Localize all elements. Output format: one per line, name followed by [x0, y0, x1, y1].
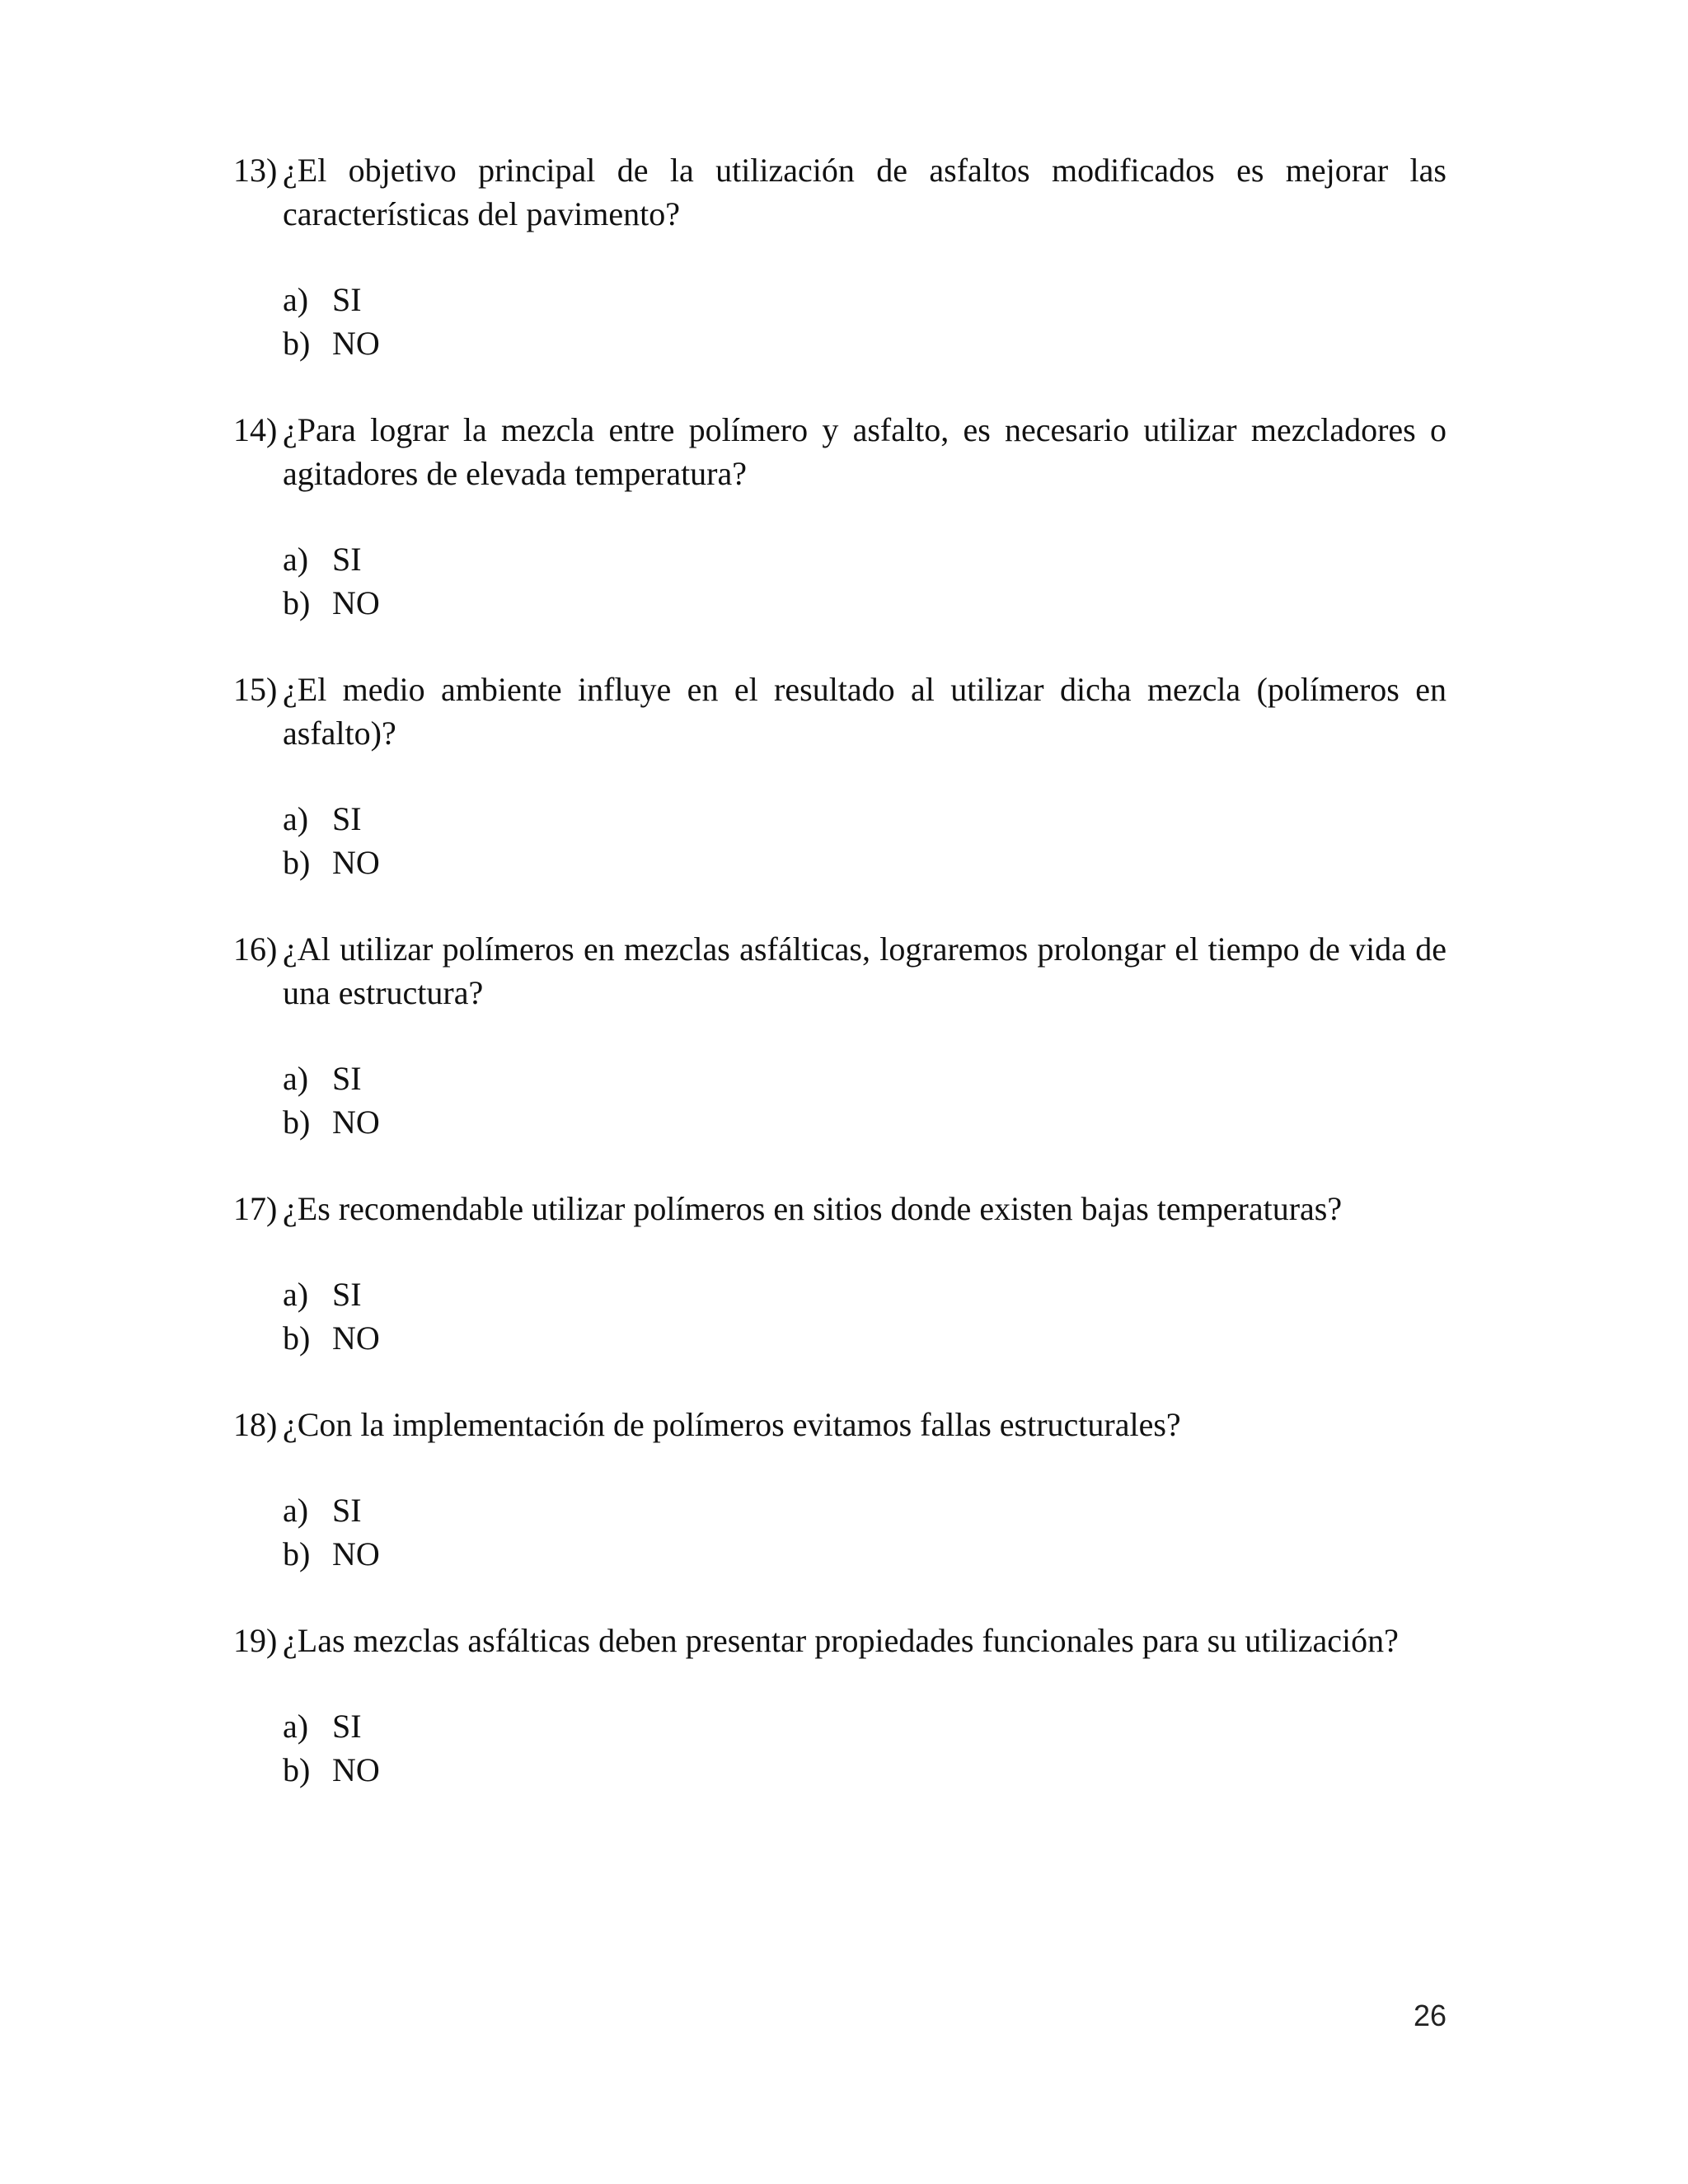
answer-options: [233, 278, 1447, 365]
question-14: [233, 408, 1447, 625]
option-text: SI: [332, 281, 362, 318]
option-b: [283, 841, 1447, 884]
option-a: [283, 797, 1447, 841]
option-letter: b): [283, 584, 311, 621]
question-number: 14): [233, 411, 278, 448]
question-list: [233, 148, 1447, 1835]
answer-options: [233, 1272, 1447, 1360]
option-b: [283, 1100, 1447, 1144]
option-text: SI: [332, 1060, 362, 1097]
option-a: [283, 278, 1447, 321]
option-letter: b): [283, 1751, 311, 1788]
option-letter: b): [283, 325, 311, 362]
question-heading: [233, 408, 1447, 495]
option-letter: b): [283, 1535, 311, 1572]
answer-options: [233, 537, 1447, 625]
option-text: SI: [332, 1276, 362, 1313]
question-text: ¿Las mezclas asfálticas deben presentar propiedades funcionales para su utilización?: [283, 1622, 1399, 1659]
question-13: [233, 148, 1447, 365]
option-text: SI: [332, 1492, 362, 1529]
question-heading: [233, 927, 1447, 1015]
question-text: ¿Al utilizar polímeros en mezclas asfálticas, lograremos prolongar el tiempo de vida de una estructura?: [283, 930, 1447, 1011]
question-19: [233, 1619, 1447, 1792]
option-letter: a): [283, 541, 309, 578]
question-heading: [233, 668, 1447, 755]
option-a: [283, 1704, 1447, 1748]
option-text: NO: [332, 584, 380, 621]
question-15: [233, 668, 1447, 884]
question-number: 16): [233, 930, 278, 968]
question-number: 17): [233, 1190, 278, 1227]
option-a: [283, 1272, 1447, 1316]
option-letter: b): [283, 1319, 311, 1357]
option-letter: b): [283, 844, 311, 881]
option-letter: a): [283, 800, 309, 837]
option-b: [283, 1316, 1447, 1360]
option-text: NO: [332, 844, 380, 881]
question-18: [233, 1403, 1447, 1576]
option-b: [283, 1748, 1447, 1792]
option-letter: a): [283, 1708, 309, 1745]
option-a: [283, 1057, 1447, 1100]
question-number: 18): [233, 1406, 278, 1443]
answer-options: [233, 1488, 1447, 1576]
question-number: 13): [233, 152, 278, 189]
question-heading: [233, 1403, 1447, 1446]
option-letter: b): [283, 1104, 311, 1141]
question-heading: [233, 1187, 1447, 1230]
question-heading: [233, 1619, 1447, 1662]
option-a: [283, 537, 1447, 581]
answer-options: [233, 1057, 1447, 1144]
question-17: [233, 1187, 1447, 1360]
option-text: NO: [332, 1104, 380, 1141]
option-a: [283, 1488, 1447, 1532]
answer-options: [233, 797, 1447, 884]
question-text: ¿El medio ambiente influye en el resultado al utilizar dicha mezcla (polímeros en asfalto)?: [283, 671, 1447, 752]
question-16: [233, 927, 1447, 1144]
question-number: 15): [233, 671, 278, 708]
option-b: [283, 1532, 1447, 1576]
option-text: SI: [332, 1708, 362, 1745]
question-heading: [233, 148, 1447, 236]
answer-options: [233, 1704, 1447, 1792]
option-text: NO: [332, 1319, 380, 1357]
option-text: NO: [332, 1535, 380, 1572]
question-number: 19): [233, 1622, 278, 1659]
option-letter: a): [283, 1060, 309, 1097]
option-text: SI: [332, 800, 362, 837]
option-text: SI: [332, 541, 362, 578]
option-b: [283, 581, 1447, 625]
question-text: ¿El objetivo principal de la utilización de asfaltos modificados es mejorar las características del pavimento?: [283, 152, 1447, 232]
option-letter: a): [283, 1492, 309, 1529]
option-letter: a): [283, 1276, 309, 1313]
question-text: ¿Es recomendable utilizar polímeros en sitios donde existen bajas temperaturas?: [283, 1190, 1343, 1227]
question-text: ¿Con la implementación de polímeros evitamos fallas estructurales?: [283, 1406, 1181, 1443]
option-text: NO: [332, 325, 380, 362]
question-text: ¿Para lograr la mezcla entre polímero y asfalto, es necesario utilizar mezcladores o agitadores de elevada temperatura?: [283, 411, 1447, 492]
page-number: 26: [1413, 1999, 1447, 2032]
option-text: NO: [332, 1751, 380, 1788]
option-letter: a): [283, 281, 309, 318]
option-b: [283, 321, 1447, 365]
